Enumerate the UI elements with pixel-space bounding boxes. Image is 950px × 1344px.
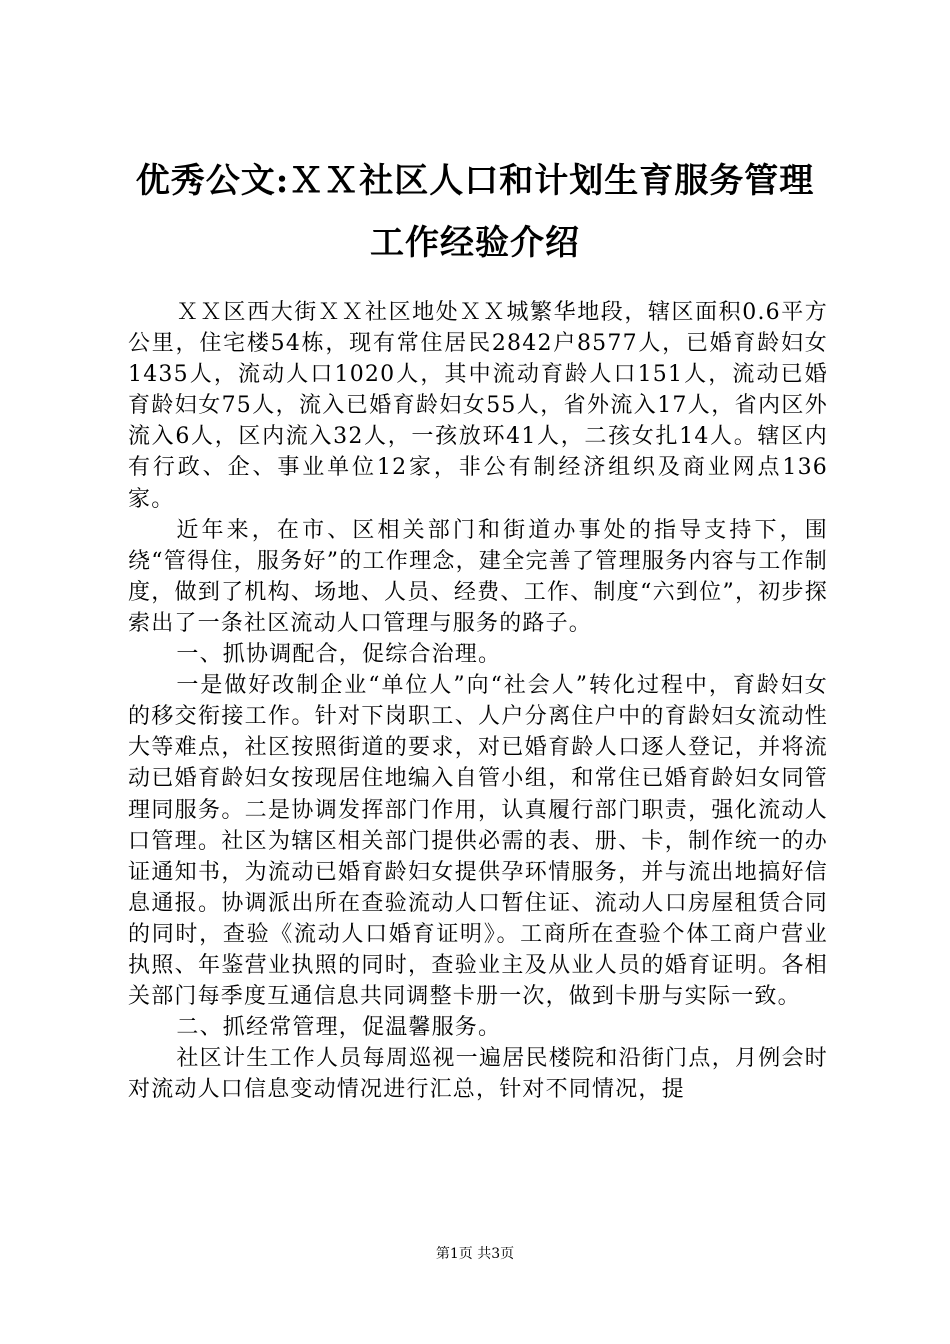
document-body xyxy=(128,297,828,1105)
paragraph-overview: 近年来，在市、区相关部门和街道办事处的指导支持下，围绕“管得住，服务好”的工作理念，建全完善了管理服务内容与工作制度，做到了机构、场地、人员、经费、工作、制度“六到位”，初步探索出了一条社区流动人口管理与服务的路子。 xyxy=(128,517,828,636)
document-title-line-2: 工作经验介绍 xyxy=(370,223,580,263)
paragraph-section-2: 社区计生工作人员每周巡视一遍居民楼院和沿街门点，月例会时对流动人口信息变动情况进行汇总，针对不同情况，提 xyxy=(128,1046,828,1103)
paragraph-intro: ＸＸ区西大街ＸＸ社区地处ＸＸ城繁华地段，辖区面积0.6平方公里，住宅楼54栋，现有常住居民2842户8577人，已婚育龄妇女1435人，流动人口1020人，其中流动育龄人口151人，流动已婚育龄妇女75人，流入已婚育龄妇女55人，省外流入17人，省内区外流入6人，区内流入32人，一孩放环41人，二孩女扎14人。辖区内有行政、企、事业单位12家，非公有制经济组织及商业网点136家。 xyxy=(128,300,828,512)
document-title-line-1: 优秀公文:ＸＸ社区人口和计划生育服务管理 xyxy=(135,161,815,201)
paragraph-section-1: 一是做好改制企业“单位人”向“社会人”转化过程中，育龄妇女的移交衔接工作。针对下岗职工、人户分离住户中的育龄妇女流动性大等难点，社区按照街道的要求，对已婚育龄人口逐人登记，并将流动已婚育龄妇女按现居住地编入自管小组，和常住已婚育龄妇女同管理同服务。二是协调发挥部门作用，认真履行部门职责，强化流动人口管理。社区为辖区相关部门提供必需的表、册、卡，制作统一的办证通知书，为流动已婚育龄妇女提供孕环情服务，并与流出地搞好信息通报。协调派出所在查验流动人口暂住证、流动人口房屋租赁合同的同时，查验《流动人口婚育证明》。工商所在查验个体工商户营业执照、年鉴营业执照的同时，查验业主及从业人员的婚育证明。各相关部门每季度互通信息共同调整卡册一次，做到卡册与实际一致。 xyxy=(128,673,828,1010)
section-heading-2: 二、抓经常管理，促温馨服务。 xyxy=(176,1015,502,1041)
page-number-footer: 第1页 共3页 xyxy=(435,1246,515,1262)
section-heading-1: 一、抓协调配合，促综合治理。 xyxy=(176,642,502,668)
